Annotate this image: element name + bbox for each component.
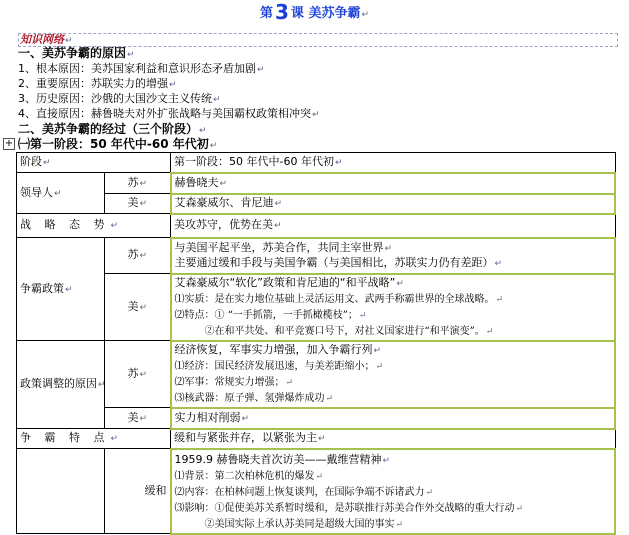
adjust-line: ⑵军事：常规实力增强；↵ <box>174 376 294 388</box>
easing-line: ⑴背景：第二次柏林危机的爆发↵ <box>174 470 324 482</box>
adjust-line: 经济恢复，军事实力增强，加入争霸行列↵ <box>174 342 382 356</box>
table-row <box>17 194 616 214</box>
easing-line: 1959.9 赫鲁晓夫首次访美——戴维营精神↵ <box>174 452 391 466</box>
cell-easing-label: 缓和 <box>105 449 171 534</box>
policy-line: 与美国平起平坐，苏美合作，共同主宰世界↵ <box>174 240 393 254</box>
policy-line: 主要通过缓和手段与美国争霸（与美国相比，苏联实力仍有差距）↵ <box>174 255 503 269</box>
stage-heading: ㈠第一阶段：50 年代中-60 年代初↵ <box>18 137 218 151</box>
cell-empty <box>17 449 105 534</box>
stage-table <box>16 152 616 535</box>
reason-item: 1、根本原因：美苏国家利益和意识形态矛盾加剧↵ <box>18 62 265 75</box>
cell-mei: 美↵ <box>105 274 171 341</box>
cell-posture-value: 美攻苏守，优势在美↵ <box>171 214 615 238</box>
reason-item: 4、直接原因：赫鲁晓夫对外扩张战略与美国霸权政策相冲突↵ <box>18 107 320 120</box>
reason-item: 3、历史原因：沙俄的大国沙文主义传统↵ <box>18 92 221 105</box>
cell-feature-label: 争 霸 特 点↵ <box>17 429 171 449</box>
policy-line: ⑴实质：是在实力地位基础上灵活运用文、武两手称霸世界的全球战略。↵ <box>174 293 504 305</box>
easing-line: ②美国实际上承认苏美同是超级大国的事实↵ <box>204 518 404 530</box>
policy-line: 艾森豪威尔“软化”政策和肯尼迪的“和平战略”↵ <box>174 275 404 289</box>
table-row <box>17 274 616 341</box>
cell-easing-content <box>171 449 615 534</box>
policy-line: ⑵特点：① “一手抓箭，一手抓橄榄枝”；↵ <box>174 309 367 321</box>
cell-mei: 美↵ <box>105 194 171 214</box>
table-row <box>17 214 616 238</box>
section-tag: 知识网络↵ <box>20 33 73 46</box>
table-row <box>17 341 616 408</box>
reason-item: 2、重要原因：苏联实力的增强↵ <box>18 77 177 90</box>
adjust-line: ⑴经济：国民经济发展迅速，与美差距缩小；↵ <box>174 360 384 372</box>
table-row <box>17 429 616 449</box>
cell-mei-policy <box>171 274 615 341</box>
cell-su: 苏↵ <box>105 173 171 194</box>
cell-stage-label: 阶段↵ <box>17 153 171 173</box>
table-move-handle[interactable]: + <box>4 138 14 149</box>
easing-line: ⑵内容：在柏林问题上恢复谈判，在国际争端不诉诸武力↵ <box>174 486 434 498</box>
cell-adjust-label: 政策调整的原因↵ <box>17 341 105 429</box>
table-row <box>17 173 616 194</box>
cell-policy-label: 争霸政策↵ <box>17 238 105 341</box>
cell-stage-value: 第一阶段：50 年代中-60 年代初↵ <box>171 153 615 173</box>
cell-mei-adjust: 实力相对削弱↵ <box>171 408 615 429</box>
cell-leader-label: 领导人↵ <box>17 173 105 214</box>
cell-feature-value: 缓和与紧张并存，以紧张为主↵ <box>171 429 615 449</box>
table-row <box>17 238 616 274</box>
table-row <box>17 408 616 429</box>
lesson-title: 第 3 课 美苏争霸↵ <box>259 0 369 24</box>
cell-posture-label: 战 略 态 势↵ <box>17 214 171 238</box>
policy-line: ②在和平共处、和平竞赛口号下，对社义国家进行“和平演变”。↵ <box>204 325 494 337</box>
adjust-line: ⑶核武器：原子弹、氢弹爆炸成功↵ <box>174 392 334 404</box>
section-tag-frame <box>18 33 618 47</box>
table-row <box>17 153 616 173</box>
cell-su-leader: 赫鲁晓夫↵ <box>171 173 615 194</box>
cell-su-adjust <box>171 341 615 408</box>
cell-mei-leader: 艾森豪威尔、肯尼迪↵ <box>171 194 615 214</box>
cell-mei: 美↵ <box>105 408 171 429</box>
cell-su-policy <box>171 238 615 274</box>
table-row <box>17 449 616 534</box>
heading-process: 二、美苏争霸的经过（三个阶段）↵ <box>18 122 207 136</box>
cell-su: 苏↵ <box>105 341 171 408</box>
easing-line: ⑶影响：①促使美苏关系暂时缓和，是苏联推行苏美合作外交战略的重大行动↵ <box>174 502 524 514</box>
cell-su: 苏↵ <box>105 238 171 274</box>
heading-reasons: 一、美苏争霸的原因↵ <box>18 46 135 60</box>
